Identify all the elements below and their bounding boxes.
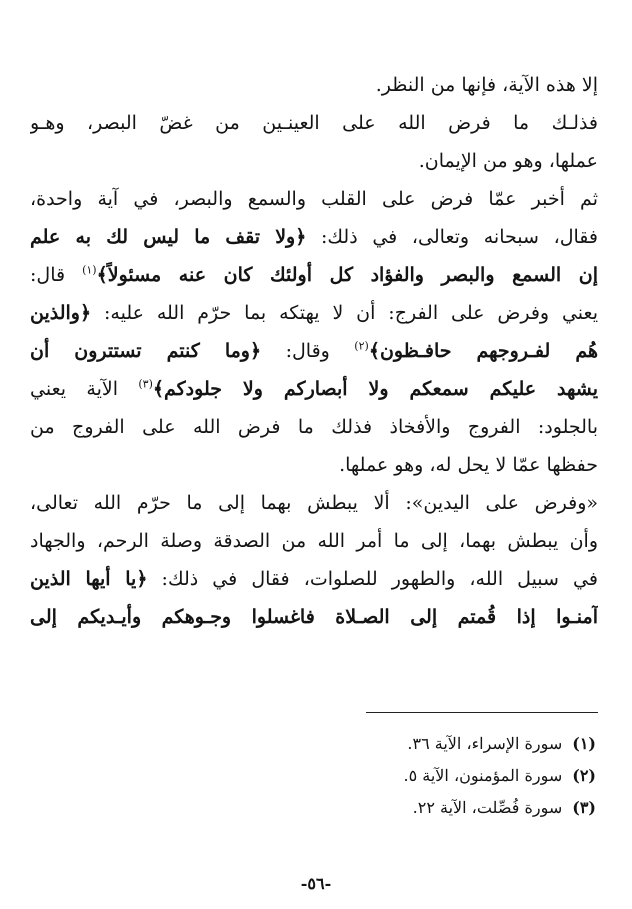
quran-quote: ﴿والذين (30, 302, 92, 324)
footnote-number: (٣) (572, 798, 596, 817)
quran-quote: ﴿وما كنتم تستترون أن (30, 340, 262, 362)
text-line (30, 332, 598, 370)
text-segment: حفظها عمّا لا يحل له، وهو عملها. (339, 454, 598, 476)
text-segment: إلا هذه الآية، فإنها من النظر. (375, 74, 598, 96)
quran-quote: آمنـوا إذا قُمتم إلى الصـلاة فاغسلوا وجـوهكم وأيـديكم إلى (30, 606, 598, 628)
text-line (30, 408, 598, 446)
text-segment: «وفرض على اليدين»: ألا يبطش بهما إلى ما حرّم الله تعالى، (30, 492, 598, 514)
quran-quote: يشهد عليكم سمعكم ولا أبصاركم ولا جلودكم﴾ (152, 378, 598, 400)
text-line (30, 294, 598, 332)
page-number: -٥٦- (300, 874, 332, 893)
footnote-text: سورة فُصِّلت، الآية ٢٢. (412, 798, 563, 817)
text-segment: الآية يعني (30, 378, 139, 400)
footnote-separator (366, 712, 598, 713)
text-line (30, 598, 598, 636)
text-line (30, 522, 598, 560)
text-line (30, 218, 598, 256)
body-text (30, 66, 598, 636)
footnote-text: سورة المؤمنون، الآية ٥. (403, 766, 563, 785)
text-segment: قال: (30, 264, 83, 286)
footnote-reference: (٢) (354, 339, 369, 353)
text-line (30, 484, 598, 522)
text-line (30, 256, 598, 294)
text-segment: عملها، وهو من الإيمان. (418, 150, 598, 172)
footnotes (30, 728, 596, 824)
text-line (30, 370, 598, 408)
footnote-number: (٢) (572, 766, 596, 785)
text-segment: بالجلود: الفروج والأفخاذ فذلك ما فرض الله على الفروج من (30, 416, 598, 438)
footnote (30, 760, 596, 792)
quran-quote: ﴿يا أيها الذين (30, 568, 148, 590)
text-segment: وأن يبطش بهما، إلى ما أمر الله من الصدقة وصلة الرحم، والجهاد (30, 530, 598, 552)
quran-quote: هُم لفـروجهم حافـظون﴾ (368, 340, 598, 362)
text-line (30, 446, 598, 484)
text-line (30, 180, 598, 218)
text-segment: يعني وفرض على الفرج: أن لا يهتكه بما حرّم الله عليه: (91, 302, 598, 324)
text-segment: ثم أخبر عمّا فرض على القلب والسمع والبصر، في آية واحدة، (30, 188, 598, 210)
text-segment: وقال: (261, 340, 355, 362)
text-line (30, 142, 598, 180)
text-segment: فذلـك ما فرض الله على العينـين من غضّ البصر، وهـو (30, 112, 598, 134)
text-line (30, 560, 598, 598)
footnote (30, 728, 596, 760)
text-segment: فقال، سبحانه وتعالى، في ذلك: (306, 226, 598, 248)
footnote (30, 792, 596, 824)
text-line (30, 104, 598, 142)
footnote-reference: (١) (82, 263, 97, 277)
footnote-text: سورة الإسراء، الآية ٣٦. (407, 734, 563, 753)
quran-quote: إن السمع والبصر والفؤاد كل أولئك كان عنه مسئولاً﴾ (96, 264, 598, 286)
text-segment: في سبيل الله، والطهور للصلوات، فقال في ذلك: (147, 568, 598, 590)
text-line (30, 66, 598, 104)
quran-quote: ﴿ولا تقف ما ليس لك به علم (30, 226, 307, 248)
footnote-number: (١) (572, 734, 596, 753)
footnote-reference: (٣) (138, 377, 153, 391)
